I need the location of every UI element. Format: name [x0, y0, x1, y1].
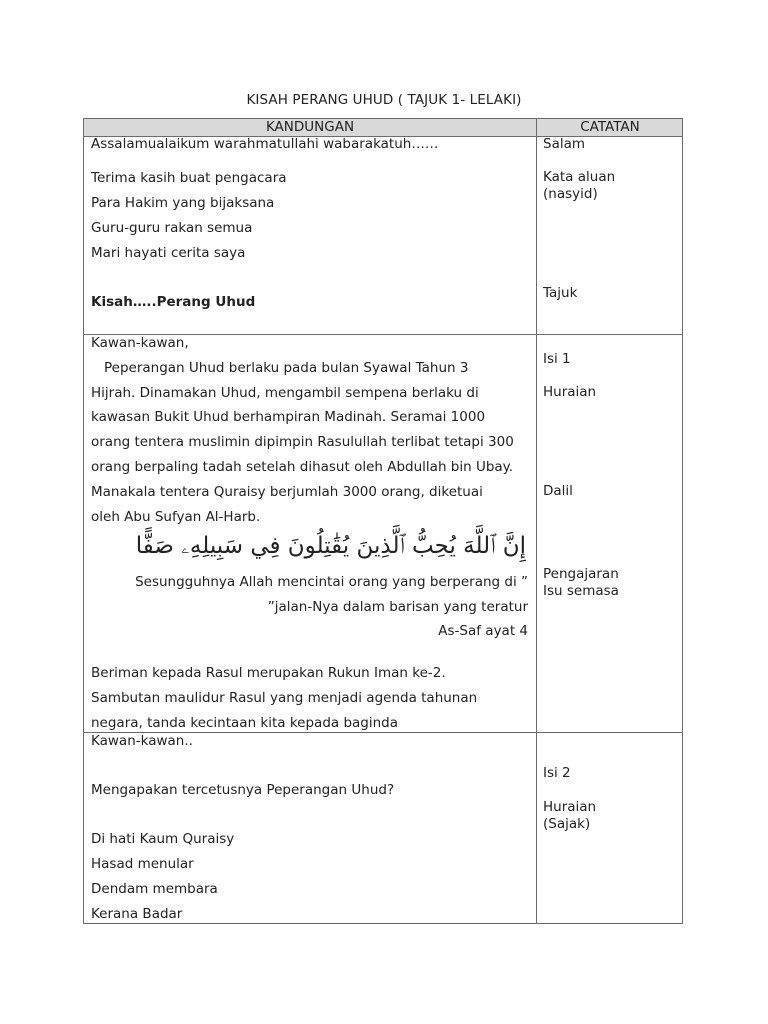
note-isu-semasa: Isu semasa [543, 583, 619, 599]
note-tajuk: Tajuk [543, 285, 578, 301]
history-line-6: Manakala tentera Quraisy berjumlah 3000 orang, diketuai [91, 484, 483, 500]
note-dalil: Dalil [543, 483, 573, 499]
note-huraian-1: Huraian [543, 384, 597, 400]
story-title-line: Kisah…..Perang Uhud [91, 294, 256, 310]
translation-line-1: Sesungguhnya Allah mencintai orang yang berperang di ” [135, 574, 528, 590]
judges-line: Para Hakim yang bijaksana [91, 195, 275, 211]
poem-line-4: Kerana Badar [91, 906, 183, 922]
history-line-7: oleh Abu Sufyan Al-Harb. [91, 509, 261, 525]
poem-line-1: Di hati Kaum Quraisy [91, 831, 235, 847]
invite-line: Mari hayati cerita saya [91, 245, 246, 261]
friends-line-2: Kawan-kawan.. [91, 733, 193, 749]
greeting-line: Assalamualaikum warahmatullahi wabarakatuh…… [91, 136, 439, 152]
closing-line-3: negara, tanda kecintaan kita kepada baginda [91, 715, 399, 731]
history-line-4: orang tentera muslimin dipimpin Rasulullah terlibat tetapi 300 [91, 434, 514, 450]
verse-reference: As-Saf ayat 4 [438, 623, 528, 639]
note-kata-aluan: Kata aluan [543, 169, 616, 185]
poem-line-3: Dendam membara [91, 881, 218, 897]
poem-line-2: Hasad menular [91, 856, 194, 872]
content-table [83, 118, 683, 924]
column-divider [536, 119, 537, 923]
history-line-2: Hijrah. Dinamakan Uhud, mengambil sempena berlaku di [91, 385, 479, 401]
note-sajak: (Sajak) [543, 816, 591, 832]
thanks-line: Terima kasih buat pengacara [91, 170, 287, 186]
closing-line-2: Sambutan maulidur Rasul yang menjadi agenda tahunan [91, 690, 478, 706]
document-title: KISAH PERANG UHUD ( TAJUK 1- LELAKI) [246, 92, 522, 108]
note-isi-1: Isi 1 [543, 351, 571, 367]
closing-line-1: Beriman kepada Rasul merupakan Rukun Iman ke-2. [91, 665, 446, 681]
friends-line-1: Kawan-kawan, [91, 335, 189, 351]
history-line-3: kawasan Bukit Uhud berhampiran Madinah. Seramai 1000 [91, 409, 486, 425]
note-pengajaran: Pengajaran [543, 566, 619, 582]
note-nasyid: (nasyid) [543, 186, 598, 202]
note-salam: Salam [543, 136, 586, 152]
question-line: Mengapakan tercetusnya Peperangan Uhud? [91, 782, 395, 798]
history-line-1: Peperangan Uhud berlaku pada bulan Syawal Tahun 3 [104, 360, 469, 376]
note-huraian-2: Huraian [543, 799, 597, 815]
note-isi-2: Isi 2 [543, 765, 571, 781]
history-line-5: orang berpaling tadah setelah dihasut oleh Abdullah bin Ubay. [91, 459, 514, 475]
header-catatan: CATATAN [580, 119, 640, 135]
quran-verse-arabic: إِنَّ ٱللَّهَ يُحِبُّ ٱلَّذِينَ يُقَٰتِلُونَ فِي سَبِيلِهِۦ صَفًّا [135, 533, 526, 559]
header-kandungan: KANDUNGAN [265, 119, 355, 135]
translation-line-2: ”jalan-Nya dalam barisan yang teratur [267, 599, 528, 615]
teachers-line: Guru-guru rakan semua [91, 220, 253, 236]
